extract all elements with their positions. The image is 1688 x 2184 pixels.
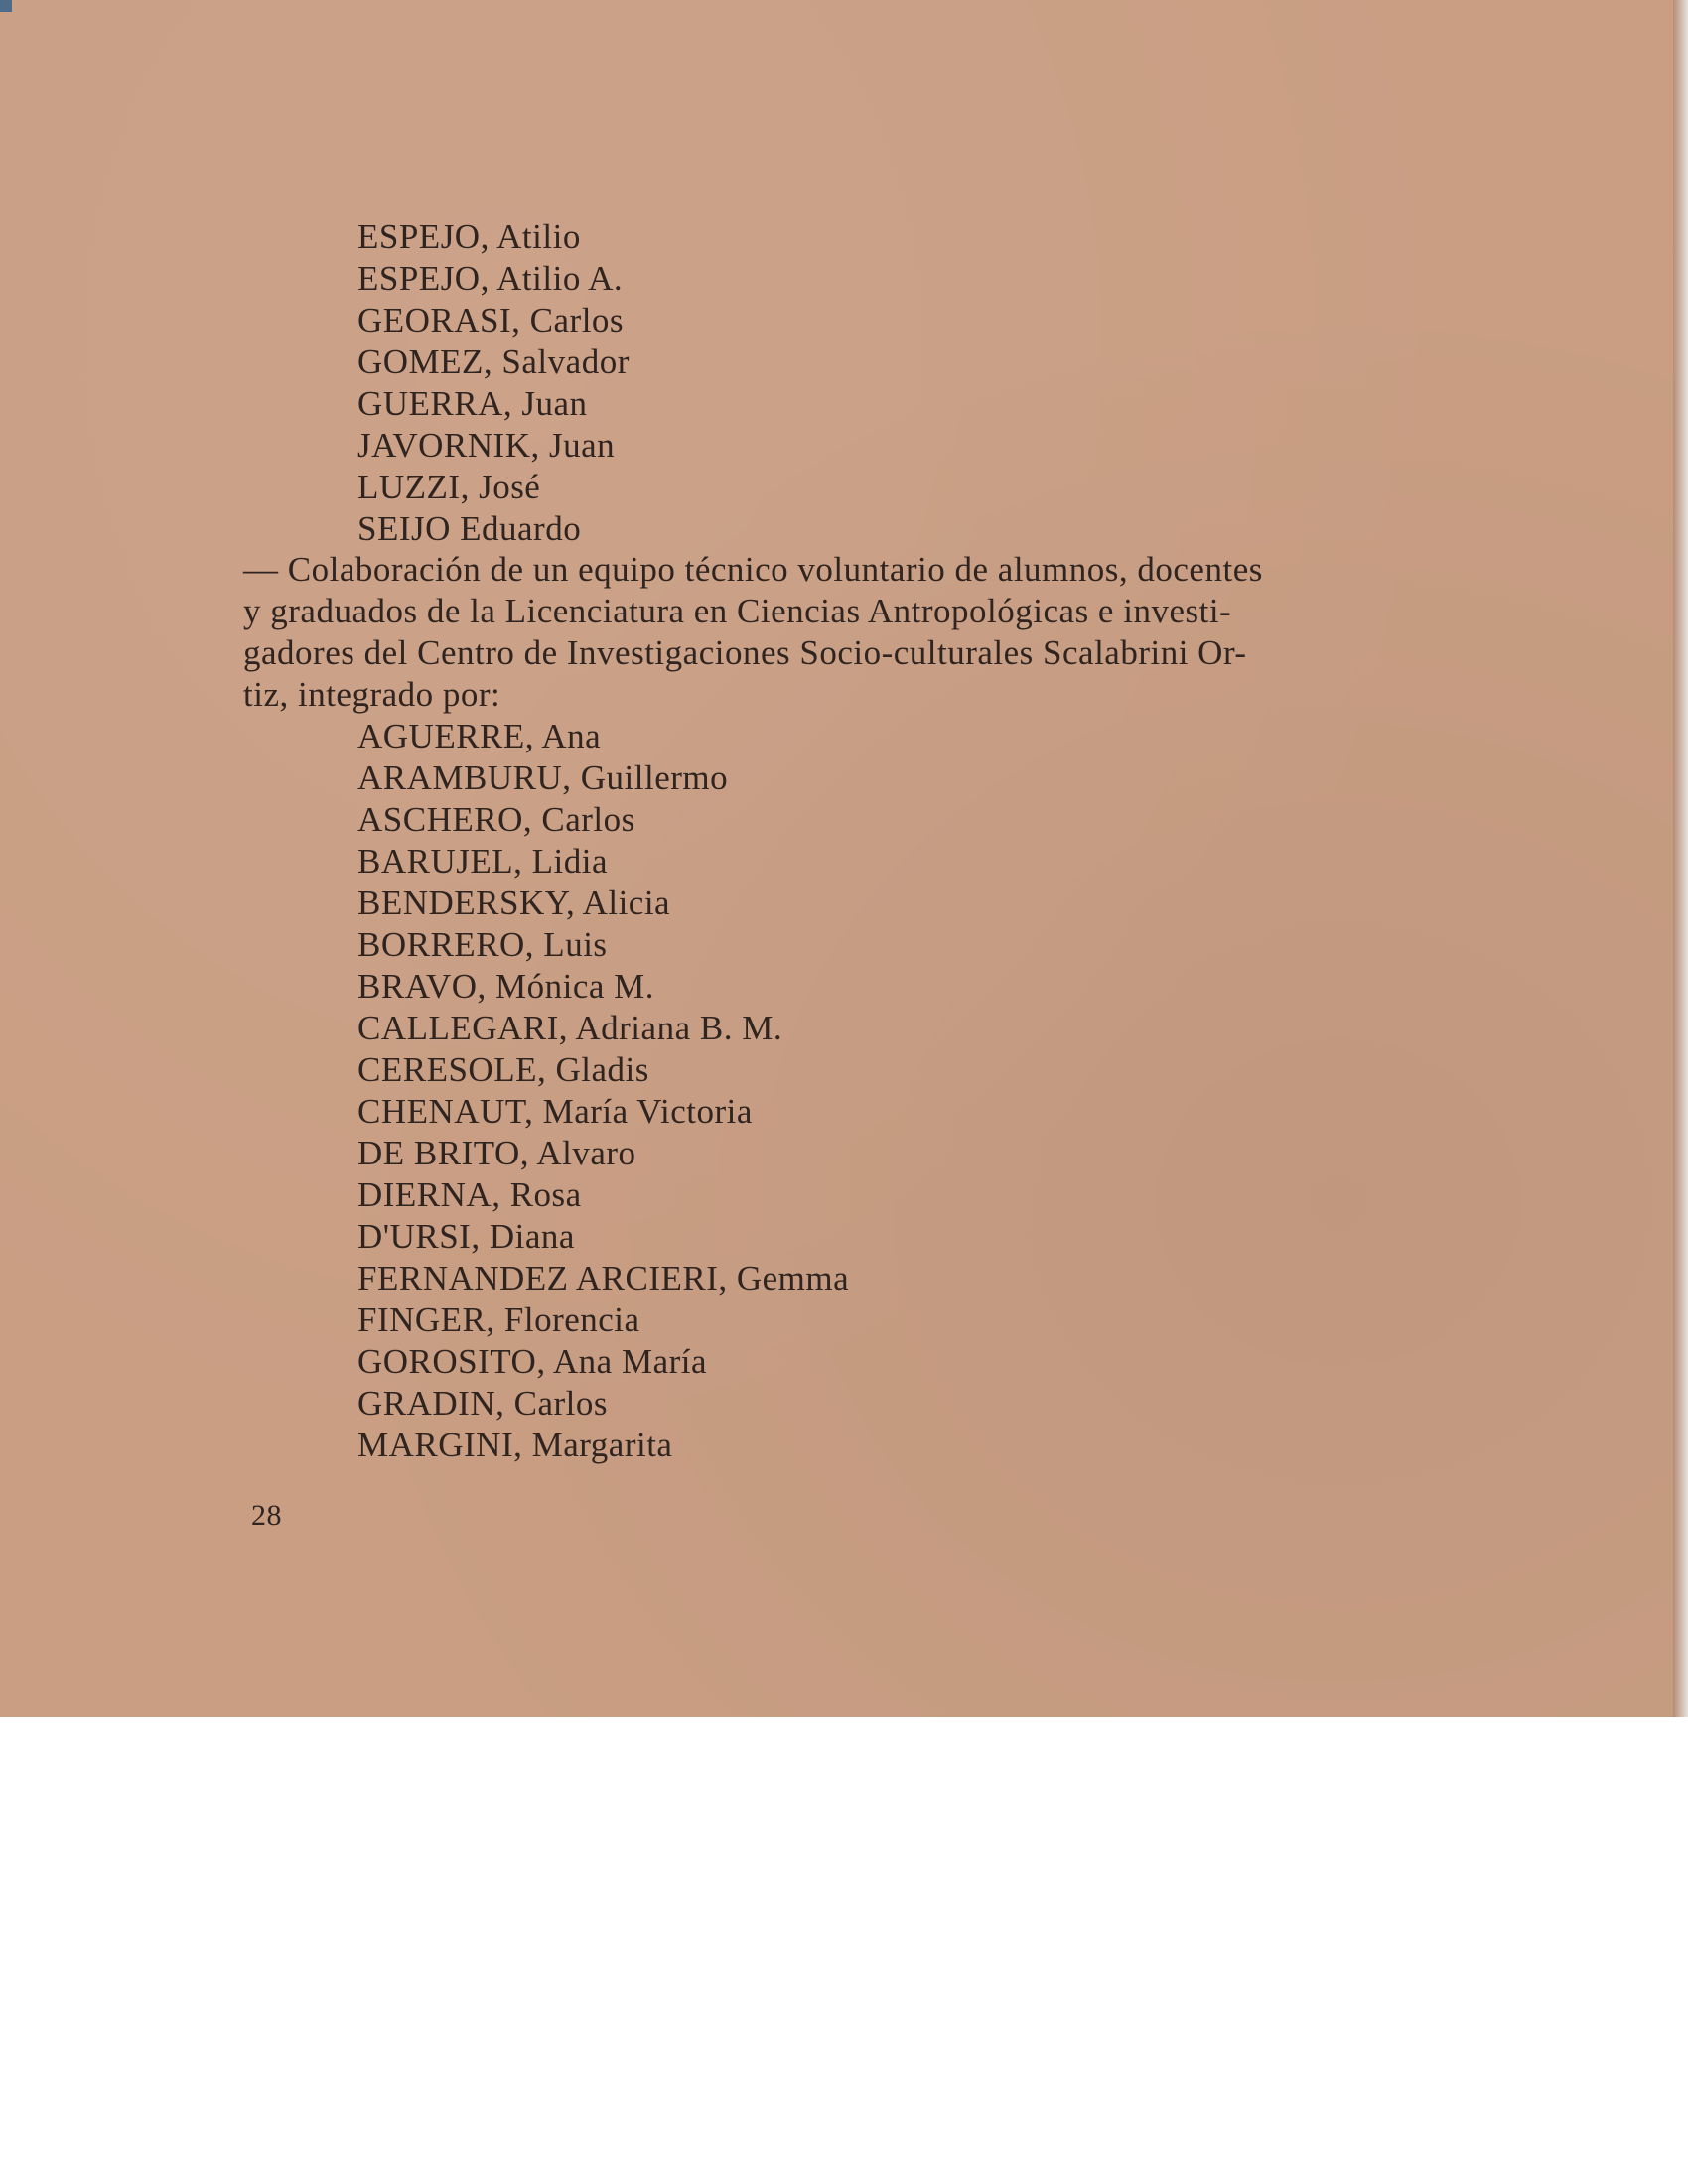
list-item: FINGER, Florencia — [357, 1300, 640, 1339]
list-item: FERNANDEZ ARCIERI, Gemma — [357, 1259, 850, 1297]
list-item: ASCHERO, Carlos — [357, 800, 635, 839]
list-item: BENDERSKY, Alicia — [357, 884, 671, 922]
list-item: DE BRITO, Alvaro — [357, 1134, 636, 1172]
name-list-top — [357, 216, 630, 550]
paragraph-line: gadores del Centro de Investigaciones Socio-culturales Scalabrini Or- — [243, 633, 1247, 672]
list-item: GOROSITO, Ana María — [357, 1342, 708, 1381]
scan-corner-mark — [0, 0, 12, 12]
paragraph-line: — Colaboración de un equipo técnico voluntario de alumnos, docentes — [243, 550, 1263, 589]
list-item: MARGINI, Margarita — [357, 1426, 673, 1464]
list-item: D'URSI, Diana — [357, 1217, 575, 1256]
list-item: BORRERO, Luis — [357, 925, 608, 964]
list-item: CHENAUT, María Victoria — [357, 1092, 753, 1131]
list-item: BARUJEL, Lidia — [357, 842, 608, 881]
list-item: GRADIN, Carlos — [357, 1384, 608, 1423]
list-item: ARAMBURU, Guillermo — [357, 758, 729, 797]
list-item: ESPEJO, Atilio — [357, 217, 581, 256]
name-list-bottom — [357, 716, 849, 1466]
list-item: GEORASI, Carlos — [357, 301, 625, 340]
paragraph-line: y graduados de la Licenciatura en Ciencias Antropológicas e investi- — [243, 592, 1232, 630]
list-item: DIERNA, Rosa — [357, 1175, 582, 1214]
list-item: AGUERRE, Ana — [357, 717, 602, 755]
list-item: SEIJO Eduardo — [357, 509, 582, 548]
page-number: 28 — [251, 1499, 282, 1532]
list-item: GOMEZ, Salvador — [357, 342, 630, 381]
paragraph-line: tiz, integrado por: — [243, 675, 501, 714]
list-item: CERESOLE, Gladis — [357, 1050, 649, 1089]
collaboration-paragraph — [243, 549, 1524, 716]
list-item: GUERRA, Juan — [357, 384, 588, 423]
page-edge-shadow — [1673, 0, 1688, 1717]
list-item: CALLEGARI, Adriana B. M. — [357, 1009, 783, 1047]
list-item: BRAVO, Mónica M. — [357, 967, 655, 1006]
list-item: LUZZI, José — [357, 468, 541, 506]
list-item: ESPEJO, Atilio A. — [357, 259, 624, 298]
list-item: JAVORNIK, Juan — [357, 426, 616, 465]
